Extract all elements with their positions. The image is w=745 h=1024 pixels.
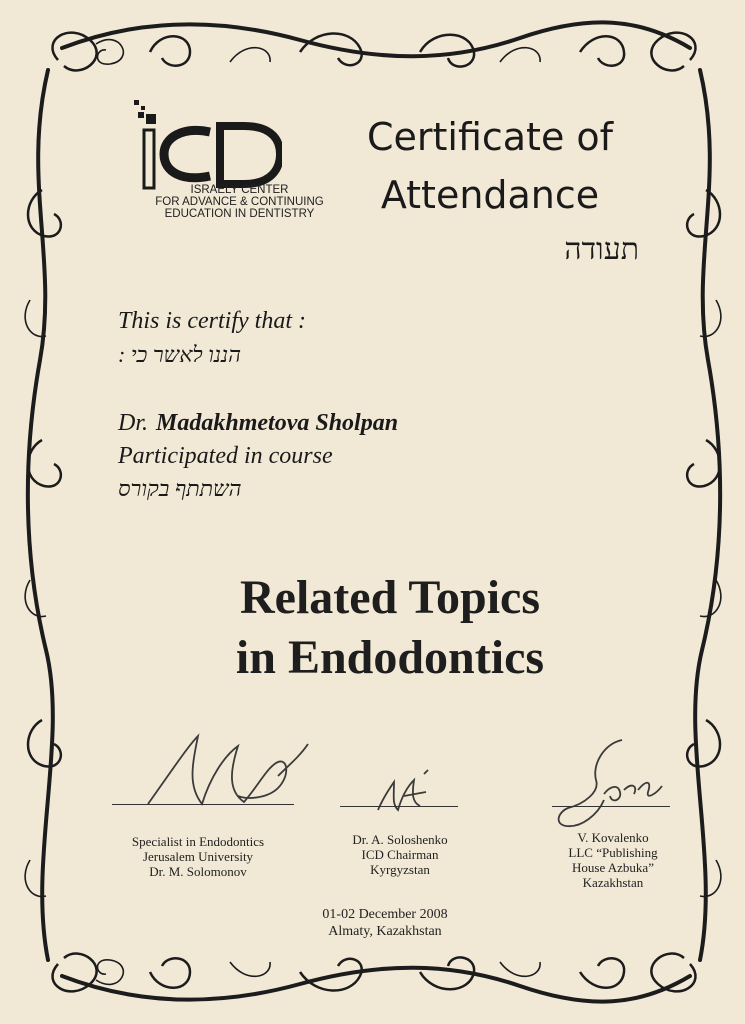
- event-location: Almaty, Kazakhstan: [328, 924, 442, 939]
- signatory-2-line-2: ICD Chairman: [361, 847, 439, 862]
- logo-line-1: ISRAELY CENTER: [190, 184, 289, 196]
- signatory-1-line-2: Jerusalem University: [142, 849, 254, 864]
- event-date: 01-02 December 2008: [322, 907, 448, 922]
- logo-line-3: EDUCATION IN DENTISTRY: [164, 208, 315, 220]
- signatory-1: [108, 834, 288, 879]
- title-line-2: Attendance: [380, 173, 600, 217]
- participated-text-hebrew: השתתף בקורס: [118, 476, 242, 501]
- recipient: [118, 410, 398, 437]
- signature-line-2: [340, 806, 458, 807]
- signatory-3-line-2: LLC “Publishing: [568, 845, 658, 860]
- signatory-3-line-1: V. Kovalenko: [577, 830, 649, 845]
- signatory-3: [548, 830, 678, 890]
- certify-text: This is certify that :: [118, 308, 306, 334]
- certify-text-hebrew: הננו לאשר כי :: [118, 342, 242, 367]
- signatory-1-line-3: Dr. M. Solomonov: [149, 864, 247, 879]
- signatory-1-line-1: Specialist in Endodontics: [131, 834, 265, 849]
- signature-kovalenko: [548, 734, 668, 834]
- signatory-2-line-1: Dr. A. Soloshenko: [352, 832, 448, 847]
- participated-text: Participated in course: [118, 443, 333, 469]
- course-title: [150, 568, 630, 688]
- title-hebrew: תעודה: [564, 232, 639, 267]
- course-title-line-1: Related Topics: [239, 571, 541, 624]
- signatory-3-line-4: Kazakhstan: [582, 875, 644, 890]
- event-info: [270, 906, 500, 940]
- icd-logo-caption: [132, 184, 347, 220]
- logo-line-2: FOR ADVANCE & CONTINUING: [155, 196, 324, 208]
- course-title-line-2: in Endodontics: [235, 631, 545, 684]
- signature-line-3: [552, 806, 670, 807]
- recipient-name: Madakhmetova Sholpan: [156, 410, 399, 436]
- signatory-2: [330, 832, 470, 877]
- icd-logo: [132, 96, 342, 236]
- certificate-title: [325, 108, 655, 224]
- recipient-prefix: Dr.: [118, 410, 149, 436]
- signatory-3-line-3: House Azbuka”: [572, 860, 654, 875]
- signature-soloshenko: [368, 766, 438, 816]
- signatory-2-line-3: Kyrgyzstan: [370, 862, 430, 877]
- signature-solomonov: [128, 716, 318, 816]
- icd-logo-mark: [132, 96, 282, 196]
- signature-line-1: [112, 804, 294, 805]
- title-line-1: Certificate of: [366, 115, 614, 159]
